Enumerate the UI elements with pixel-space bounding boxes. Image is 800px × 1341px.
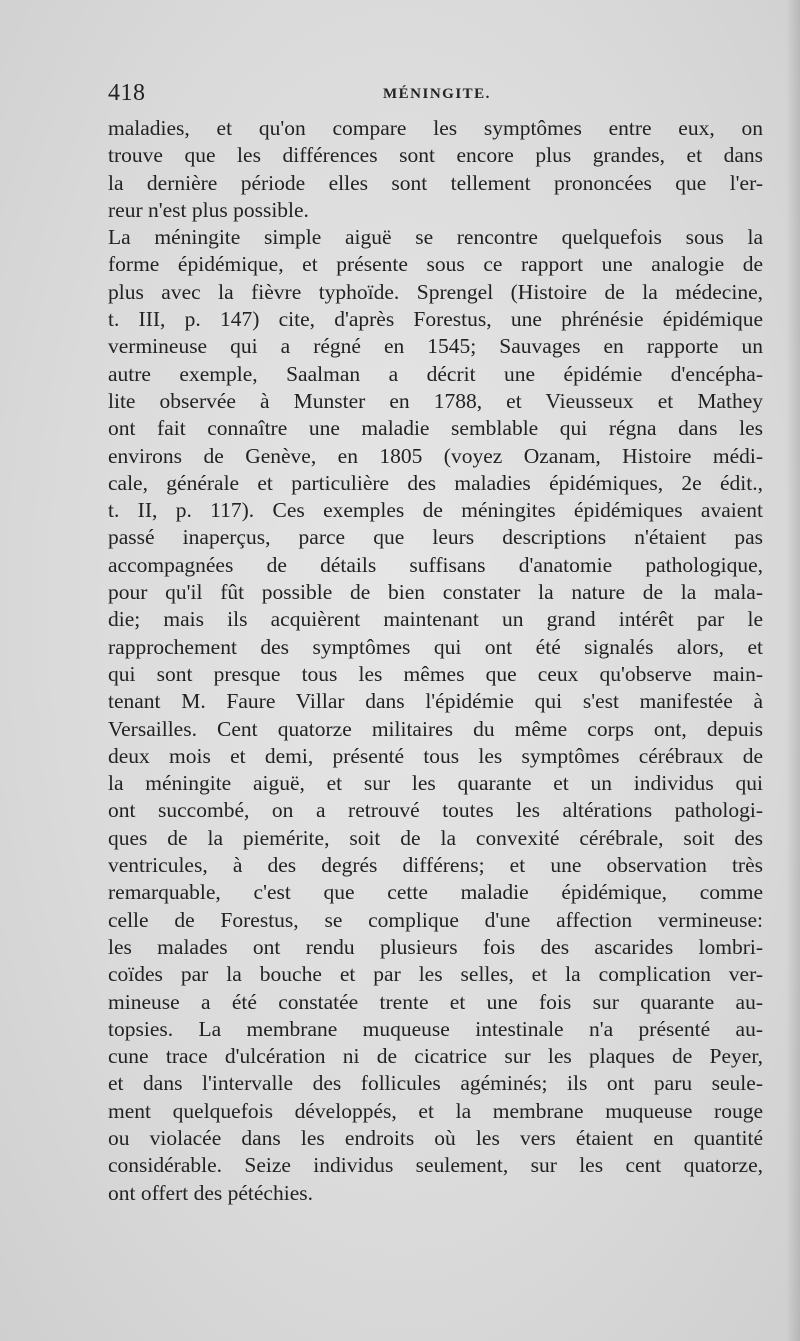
text-line: trouve que les différences sont encore plus grandes, et dans	[108, 143, 763, 168]
text-line: et dans l'intervalle des follicules agéminés; ils ont paru seule-	[108, 1071, 763, 1096]
text-line: passé inaperçus, parce que leurs descriptions n'étaient pas	[108, 525, 763, 550]
running-title: MÉNINGITE.	[383, 86, 491, 102]
text-line: deux mois et demi, présenté tous les symptômes cérébraux de	[108, 743, 763, 768]
text-line: ont fait connaître une maladie semblable qui régna dans les	[108, 416, 763, 441]
text-line: topsies. La membrane muqueuse intestinale n'a présenté au-	[108, 1016, 763, 1041]
text-line: rapprochement des symptômes qui ont été signalés alors, et	[108, 634, 763, 659]
text-line: qui sont presque tous les mêmes que ceux qu'observe main-	[108, 661, 763, 686]
text-line: environs de Genève, en 1805 (voyez Ozanam, Histoire médi-	[108, 443, 763, 468]
text-line: celle de Forestus, se complique d'une affection vermineuse:	[108, 907, 763, 932]
text-line: tenant M. Faure Villar dans l'épidémie qui s'est manifestée à	[108, 689, 763, 714]
text-line: accompagnées de détails suffisans d'anatomie pathologique,	[108, 552, 763, 577]
text-line: autre exemple, Saalman a décrit une épidémie d'encépha-	[108, 361, 763, 386]
text-line: plus avec la fièvre typhoïde. Sprengel (Histoire de la médecine,	[108, 279, 763, 304]
text-line: les malades ont rendu plusieurs fois des ascarides lombri-	[108, 934, 763, 959]
text-line: t. II, p. 117). Ces exemples de méningites épidémiques avaient	[108, 498, 763, 523]
text-line: t. III, p. 147) cite, d'après Forestus, une phrénésie épidémique	[108, 307, 763, 332]
text-line: cune trace d'ulcération ni de cicatrice sur les plaques de Peyer,	[108, 1044, 763, 1069]
text-line: considérable. Seize individus seulement, sur les cent quatorze,	[108, 1153, 763, 1178]
text-line: vermineuse qui a régné en 1545; Sauvages en rapporte un	[108, 334, 763, 359]
text-line: pour qu'il fût possible de bien constater la nature de la mala-	[108, 580, 763, 605]
text-line: mineuse a été constatée trente et une fois sur quarante au-	[108, 989, 763, 1014]
text-line: ou violacée dans les endroits où les vers étaient en quantité	[108, 1125, 763, 1150]
body-text	[108, 115, 763, 1207]
text-line: forme épidémique, et présente sous ce rapport une analogie de	[108, 252, 763, 277]
text-line: ventricules, à des degrés différens; et une observation très	[108, 853, 763, 878]
page-edge-shadow	[786, 0, 800, 1341]
page-header	[108, 80, 758, 110]
text-line: remarquable, c'est que cette maladie épidémique, comme	[108, 880, 763, 905]
text-line: die; mais ils acquièrent maintenant un grand intérêt par le	[108, 607, 763, 632]
text-line: lite observée à Munster en 1788, et Vieusseux et Mathey	[108, 388, 763, 413]
text-line: La méningite simple aiguë se rencontre quelquefois sous la	[108, 225, 763, 250]
text-line: ment quelquefois développés, et la membrane muqueuse rouge	[108, 1098, 763, 1123]
text-line: coïdes par la bouche et par les selles, et la complication ver-	[108, 962, 763, 987]
text-line: ont offert des pétéchies.	[108, 1180, 313, 1205]
text-line: Versailles. Cent quatorze militaires du même corps ont, depuis	[108, 716, 763, 741]
text-line: la méningite aiguë, et sur les quarante et un individus qui	[108, 771, 763, 796]
text-line: ques de la piemérite, soit de la convexité cérébrale, soit des	[108, 825, 763, 850]
text-line: reur n'est plus possible.	[108, 197, 309, 222]
text-line: cale, générale et particulière des maladies épidémiques, 2e édit.,	[108, 470, 763, 495]
text-line: la dernière période elles sont tellement prononcées que l'er-	[108, 170, 763, 195]
text-line: maladies, et qu'on compare les symptômes entre eux, on	[108, 116, 763, 140]
text-line: ont succombé, on a retrouvé toutes les altérations pathologi-	[108, 798, 763, 823]
page-number: 418	[108, 80, 146, 106]
